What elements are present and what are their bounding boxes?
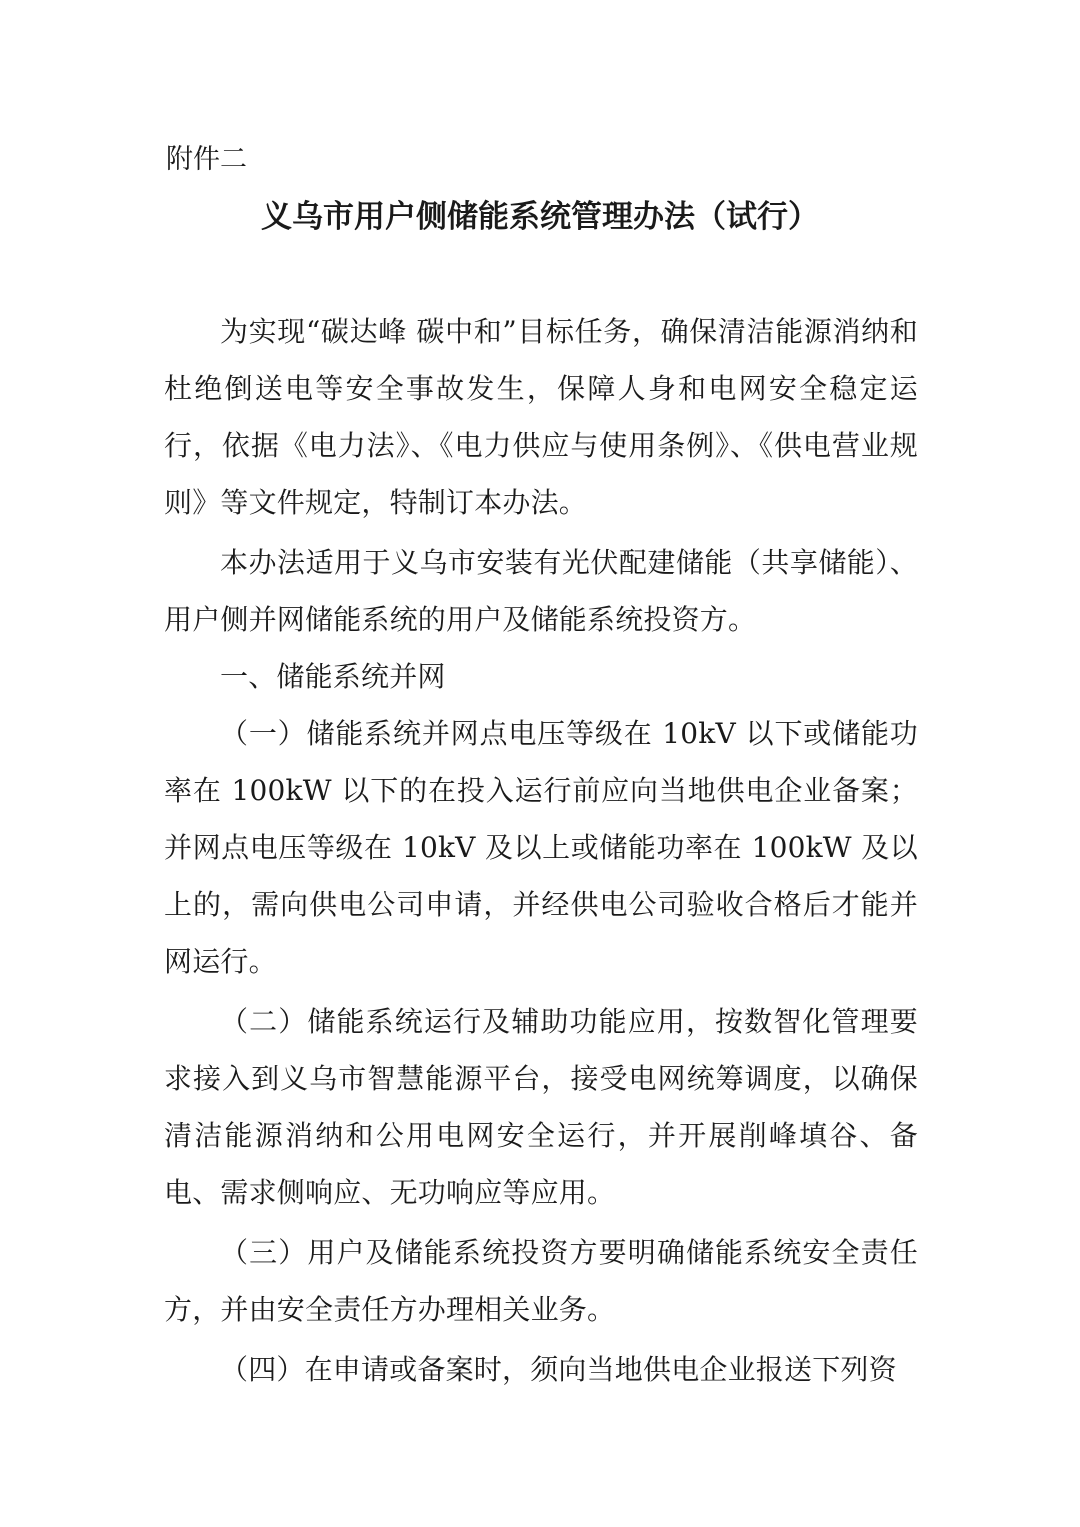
- paragraph-clause-2: （二）储能系统运行及辅助功能应用，按数智化管理要求接入到义乌市智慧能源平台，接受电网统筹调度，以确保清洁能源消纳和公用电网安全运行，并开展削峰填谷、备电、需求侧响应、无功响应等应用。: [164, 1005, 918, 1209]
- paragraph-clause-4: （四）在申请或备案时，须向当地供电企业报送下列资: [220, 1353, 897, 1386]
- paragraph-purpose: 为实现“碳达峰 碳中和”目标任务，确保清洁能源消纳和杜绝倒送电等安全事故发生，保障人身和电网安全稳定运行，依据《电力法》、《电力供应与使用条例》、《供电营业规则》等文件规定，特制订本办法。: [164, 315, 918, 519]
- paragraph-clause-1: （一）储能系统并网点电压等级在 10kV 以下或储能功率在 100kW 以下的在投入运行前应向当地供电企业备案；并网点电压等级在 10kV 及以上或储能功率在 100kW 及以上的，需向供电公司申请，并经供电公司验收合格后才能并网运行。: [164, 717, 918, 978]
- attachment-label: 附件二: [166, 144, 247, 175]
- document-body: [164, 303, 918, 1398]
- paragraph-scope: 本办法适用于义乌市安装有光伏配建储能（共享储能）、用户侧并网储能系统的用户及储能系统投资方。: [164, 546, 918, 636]
- document-title: 义乌市用户侧储能系统管理办法（试行）: [261, 199, 819, 235]
- section-heading-grid-connection: 一、储能系统并网: [220, 660, 446, 693]
- paragraph-clause-3: （三）用户及储能系统投资方要明确储能系统安全责任方，并由安全责任方办理相关业务。: [164, 1236, 918, 1326]
